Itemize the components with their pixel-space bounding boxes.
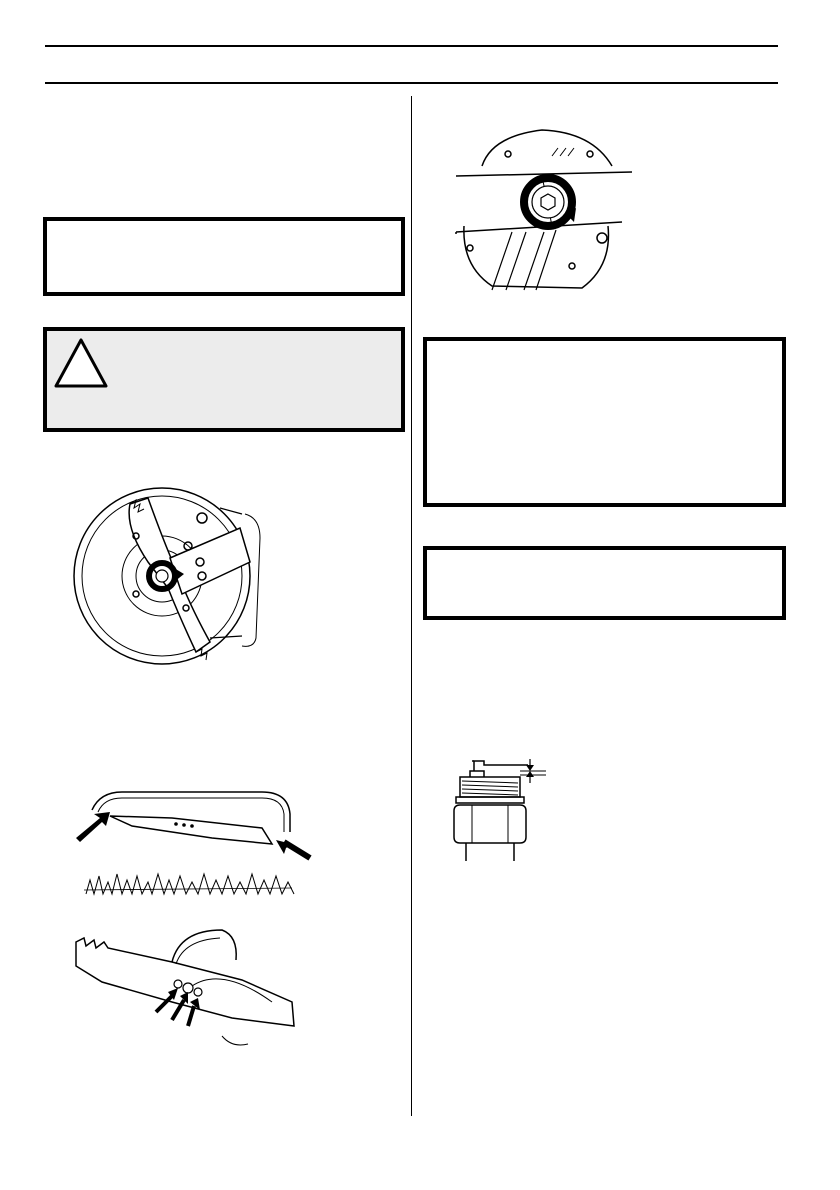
warning-triangle-icon	[53, 337, 109, 394]
note-box	[43, 217, 405, 296]
blade-mounting-holes-figure	[72, 926, 302, 1051]
blade-airflow-icon	[72, 784, 322, 904]
column-divider	[411, 96, 412, 1116]
spark-plug-icon	[440, 757, 560, 867]
spark-plug-gap-figure	[440, 757, 560, 867]
blade-mounting-holes-icon	[72, 926, 302, 1051]
blade-removal-icon	[70, 478, 270, 673]
blade-housing-figure	[70, 478, 270, 673]
blade-bolt-tighten-figure	[452, 126, 637, 291]
large-info-box	[423, 337, 786, 507]
bolt-tighten-icon	[452, 126, 637, 291]
header-rule	[45, 82, 778, 84]
small-info-box	[423, 546, 786, 620]
blade-airflow-figure	[72, 784, 322, 904]
top-rule	[45, 45, 778, 47]
warning-box	[43, 327, 405, 432]
